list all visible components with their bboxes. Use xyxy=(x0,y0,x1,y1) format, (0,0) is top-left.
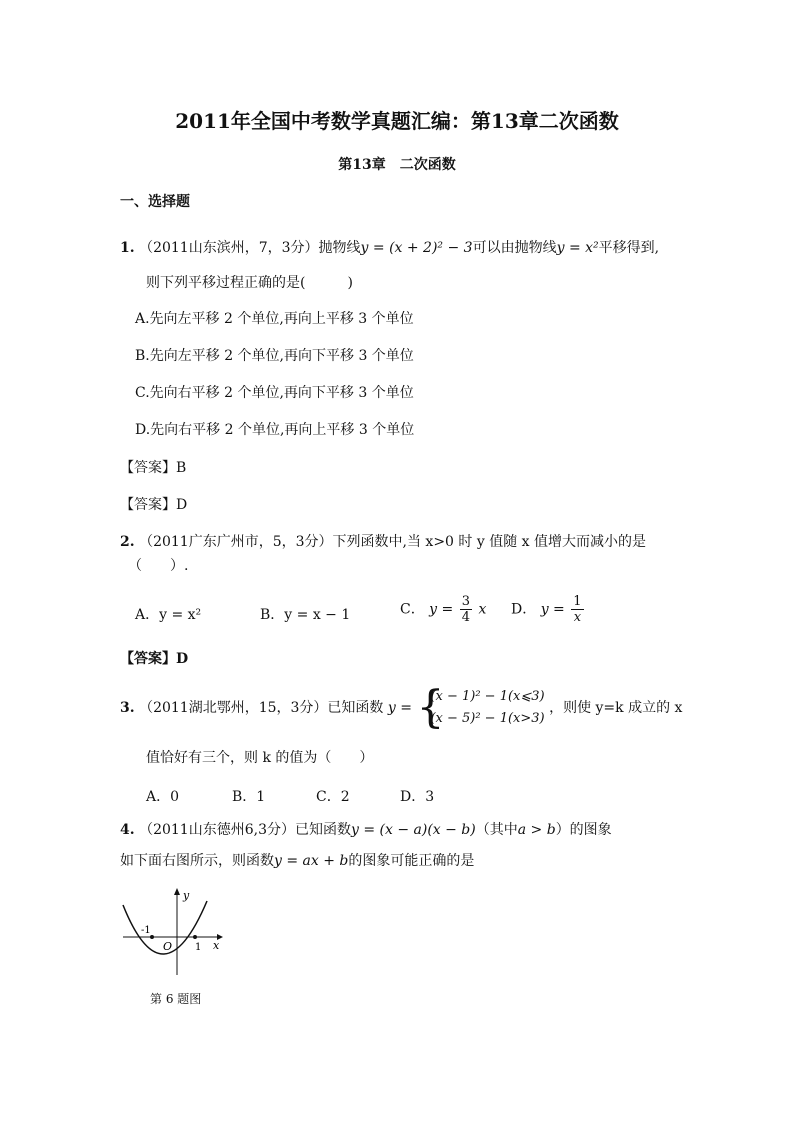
x-axis-label: x xyxy=(213,939,220,952)
question-text: （2011广东广州市，5，3分）下列函数中,当 x>0 时 y 值随 x 值增大而减小的是 xyxy=(139,534,647,550)
brace: { xyxy=(416,682,445,733)
condition: a > b xyxy=(517,822,556,838)
option-b: B．y = x − 1 xyxy=(260,607,351,623)
option-d xyxy=(511,594,586,625)
answer: 【答案】D xyxy=(120,497,188,513)
question-text: （2011湖北鄂州，15，3分）已知函数 xyxy=(139,700,384,716)
equation: y = x² xyxy=(556,240,599,256)
y-axis-arrow xyxy=(174,888,180,895)
question-4-line2 xyxy=(120,850,474,870)
option-d: D.先向右平移 2 个单位,再向上平移 3 个单位 xyxy=(135,422,415,438)
question-1 xyxy=(120,237,659,257)
question-text: 如下面右图所示，则函数 xyxy=(120,853,274,869)
question-3-line2: 值恰好有三个，则 k 的值为（ ） xyxy=(146,750,374,766)
numerator: 1 xyxy=(573,594,582,609)
question-source: （2011山东滨州，7，3分）抛物线 xyxy=(139,240,361,256)
question-4 xyxy=(120,819,612,839)
section-heading: 一、选择题 xyxy=(120,194,190,210)
equation: y = (x − a)(x − b) xyxy=(350,822,476,838)
option-label: D． xyxy=(511,601,537,618)
equation: y = xyxy=(387,700,412,716)
page-title: 2011年全国中考数学真题汇编：第13章二次函数 xyxy=(175,109,619,133)
case-1: (x − 1)² − 1(x⩽3) xyxy=(430,689,545,704)
origin-label: O xyxy=(163,940,173,953)
denominator: 4 xyxy=(461,610,470,625)
question-2 xyxy=(120,531,646,551)
fraction xyxy=(571,594,583,625)
variable: x xyxy=(478,601,487,618)
fraction xyxy=(460,594,472,625)
equation: y = xyxy=(429,601,454,618)
root-point-pos xyxy=(193,935,197,939)
parabola-figure xyxy=(115,885,230,980)
option-d: D．3 xyxy=(400,789,435,805)
y-axis-label: y xyxy=(183,889,190,902)
question-text: （其中 xyxy=(475,822,518,838)
numerator: 3 xyxy=(461,594,470,609)
question-1-line2: 则下列平移过程正确的是( ) xyxy=(146,275,353,291)
option-a: A．0 xyxy=(146,789,180,805)
piecewise-function xyxy=(416,682,545,733)
option-c: C.先向右平移 2 个单位,再向下平移 3 个单位 xyxy=(135,385,414,401)
figure-caption: 第 6 题图 xyxy=(150,992,202,1006)
option-b: B.先向左平移 2 个单位,再向下平移 3 个单位 xyxy=(135,348,414,364)
equation: y = (x + 2)² − 3 xyxy=(360,240,473,256)
neg-root-label: -1 xyxy=(141,925,151,936)
question-number: 3. xyxy=(120,700,135,716)
question-number: 2. xyxy=(120,534,135,550)
chapter-heading: 第13章 二次函数 xyxy=(338,157,456,173)
question-number: 4. xyxy=(120,822,135,838)
question-text: 可以由抛物线 xyxy=(472,240,557,256)
equation: y = xyxy=(540,601,565,618)
question-3 xyxy=(120,682,683,733)
option-b: B．1 xyxy=(232,789,266,805)
question-text: ，则使 y=k 成立的 x xyxy=(549,700,683,716)
option-c xyxy=(400,594,486,625)
question-text: （2011山东德州6,3分）已知函数 xyxy=(139,822,351,838)
question-text: 平移得到, xyxy=(598,240,660,256)
option-label: C． xyxy=(400,601,425,618)
question-text: ）的图象 xyxy=(555,822,612,838)
equation: y = ax + b xyxy=(274,853,349,869)
case-2: (x − 5)² − 1(x>3) xyxy=(430,711,545,726)
option-a: A.先向左平移 2 个单位,再向上平移 3 个单位 xyxy=(135,311,414,327)
pos-root-label: 1 xyxy=(195,942,202,953)
answer: 【答案】D xyxy=(120,651,189,667)
question-2-line2: （ ）. xyxy=(128,558,189,574)
denominator: x xyxy=(573,610,582,625)
answer: 【答案】B xyxy=(120,460,187,476)
question-text: 的图象可能正确的是 xyxy=(348,853,475,869)
option-a: A．y = x² xyxy=(135,607,202,623)
question-number: 1. xyxy=(120,240,135,256)
option-c: C．2 xyxy=(316,789,350,805)
